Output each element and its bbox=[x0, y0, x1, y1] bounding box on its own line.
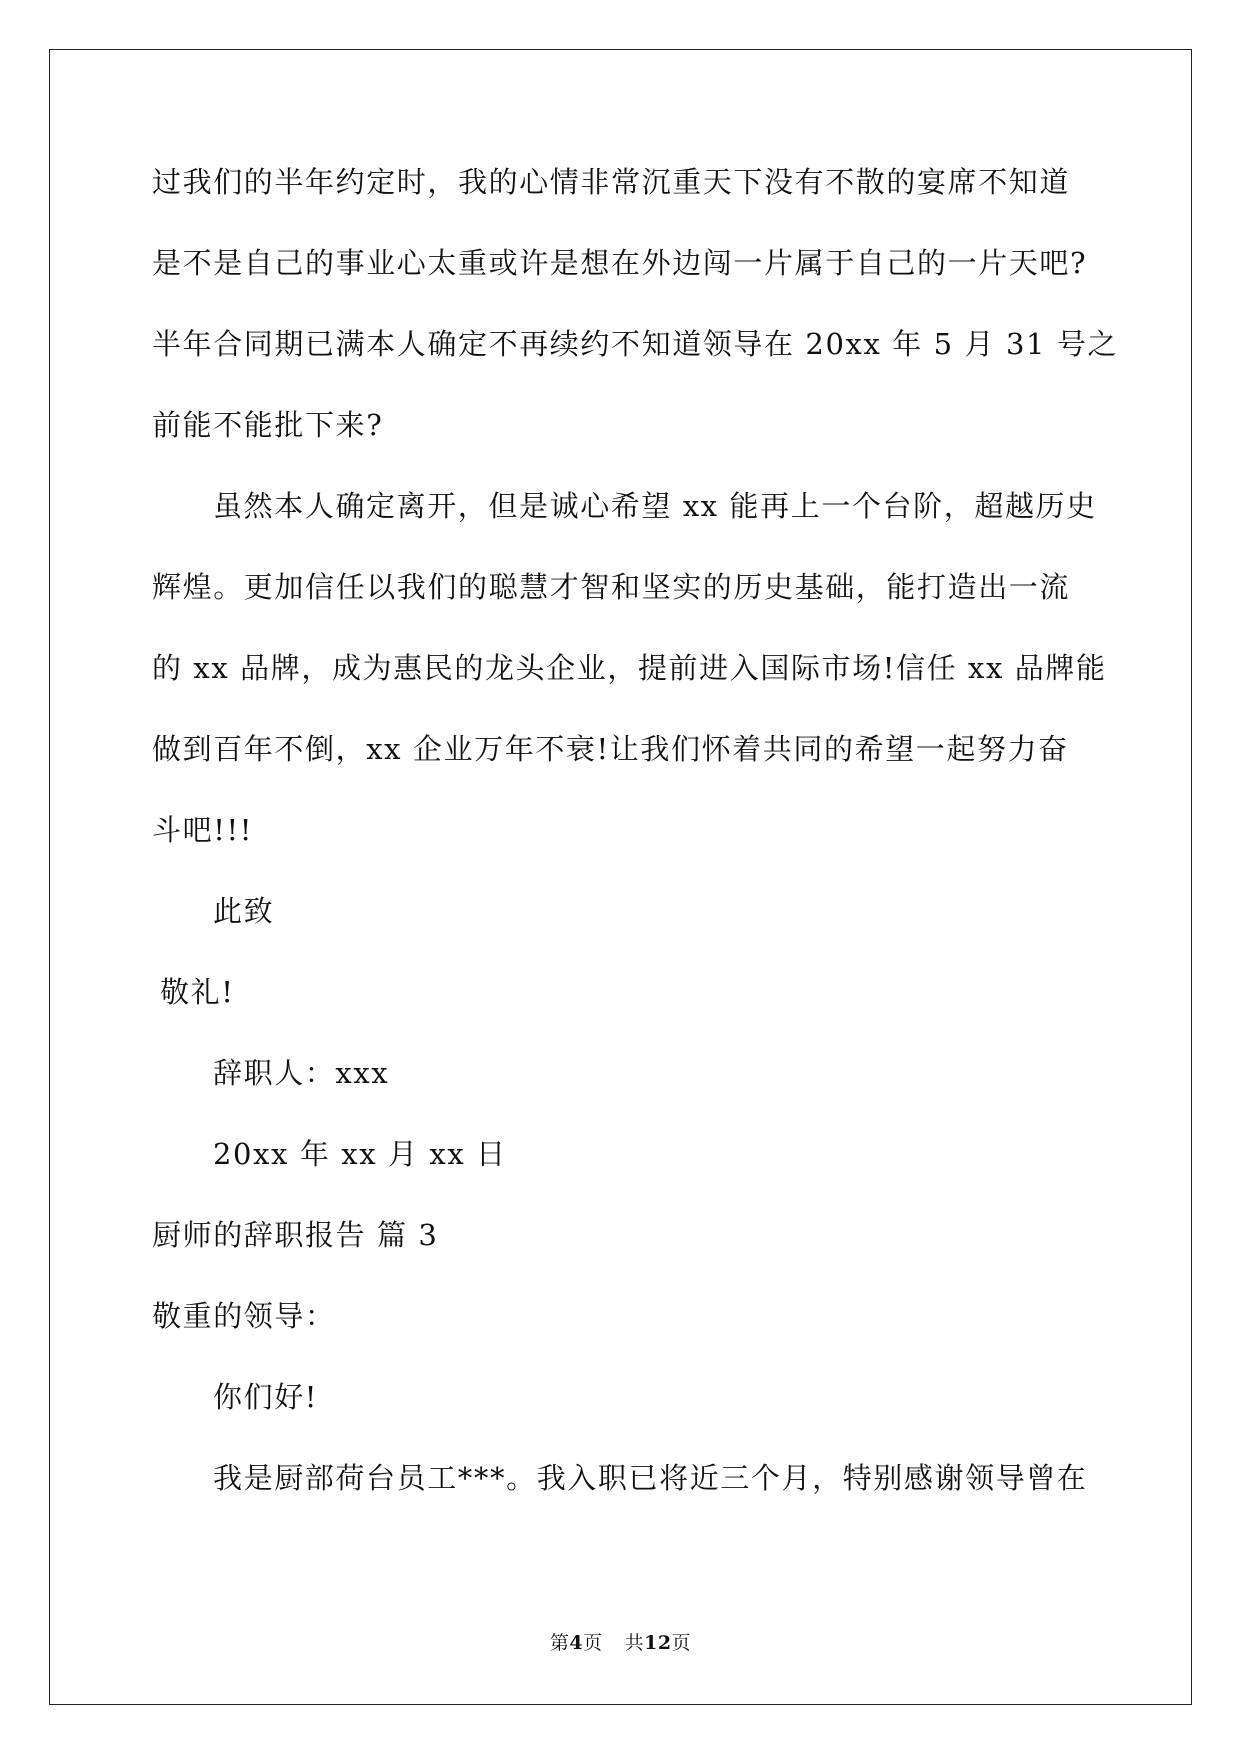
paragraph-line: 辉煌。更加信任以我们的聪慧才智和坚实的历史基础，能打造出一流 bbox=[152, 570, 1071, 604]
footer-prefix: 第 bbox=[549, 1632, 570, 1654]
total-pages: 12 bbox=[644, 1632, 672, 1654]
greeting-line: 你们好! bbox=[213, 1380, 319, 1414]
paragraph-line: 前能不能批下来? bbox=[152, 408, 384, 442]
footer-total-prefix: 共 bbox=[624, 1632, 645, 1654]
paragraph-line: 的 xx 品牌，成为惠民的龙头企业，提前进入国际市场!信任 xx 品牌能 bbox=[152, 651, 1107, 685]
footer-page-suffix: 页 bbox=[583, 1632, 603, 1654]
signatory-line: 辞职人：xxx bbox=[213, 1056, 390, 1090]
page-number: 4 bbox=[569, 1632, 584, 1654]
section-heading: 厨师的辞职报告 篇 3 bbox=[152, 1218, 439, 1252]
paragraph-line: 虽然本人确定离开，但是诚心希望 xx 能再上一个台阶，超越历史 bbox=[213, 489, 1097, 523]
letter-greeting: 敬重的领导： bbox=[152, 1299, 336, 1333]
footer-total-suffix: 页 bbox=[671, 1632, 692, 1654]
paragraph-line: 是不是自己的事业心太重或许是想在外边闯一片属于自己的一片天吧? bbox=[152, 246, 1088, 280]
document-body bbox=[152, 162, 1119, 1539]
closing-regards: 敬礼! bbox=[160, 975, 235, 1009]
paragraph-line: 过我们的半年约定时，我的心情非常沉重天下没有不散的宴席不知道 bbox=[152, 165, 1071, 199]
date-line: 20xx 年 xx 月 xx 日 bbox=[213, 1137, 507, 1171]
paragraph-line: 半年合同期已满本人确定不再续约不知道领导在 20xx 年 5 月 31 号之 bbox=[152, 327, 1119, 361]
page-footer bbox=[0, 1628, 1241, 1655]
paragraph-line: 做到百年不倒，xx 企业万年不衰!让我们怀着共同的希望一起努力奋 bbox=[152, 732, 1069, 766]
closing-salutation: 此致 bbox=[213, 894, 275, 928]
paragraph-line: 我是厨部荷台员工***。我入职已将近三个月，特别感谢领导曾在 bbox=[213, 1461, 1088, 1495]
paragraph-line: 斗吧!!! bbox=[152, 813, 253, 847]
